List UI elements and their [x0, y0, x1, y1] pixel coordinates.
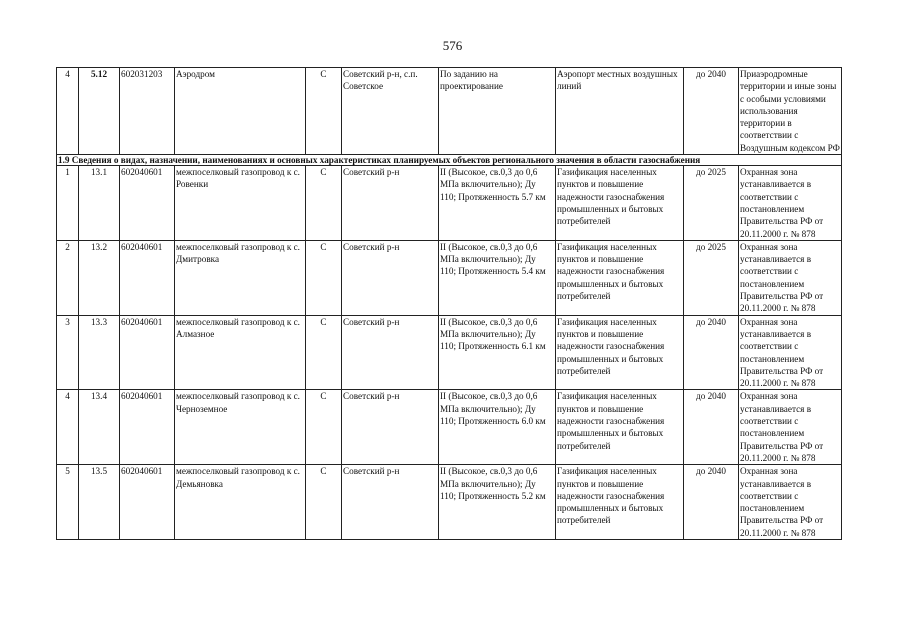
cell-type: С	[306, 465, 342, 540]
cell-type: С	[306, 390, 342, 465]
cell-name: межпоселковый газопровод к с. Алмазное	[175, 315, 306, 390]
cell-location: Советский р-н	[342, 166, 439, 241]
cell-code: 13.4	[79, 390, 120, 465]
cell-type: С	[306, 315, 342, 390]
cell-type: С	[306, 240, 342, 315]
cell-num: 4	[57, 68, 79, 155]
cell-location: Советский р-н	[342, 390, 439, 465]
objects-table-body	[57, 68, 842, 540]
cell-location: Советский р-н	[342, 315, 439, 390]
table-row	[57, 315, 842, 390]
cell-term: до 2040	[684, 390, 739, 465]
cell-id: 602040601	[120, 166, 175, 241]
cell-name: межпоселковый газопровод к с. Ровенки	[175, 166, 306, 241]
cell-purpose: Газификация населенных пунктов и повышение надежности газоснабжения промышленных и бытовых потребителей	[556, 315, 684, 390]
table-row	[57, 166, 842, 241]
cell-code: 13.5	[79, 465, 120, 540]
cell-term: до 2040	[684, 68, 739, 155]
cell-term: до 2040	[684, 315, 739, 390]
cell-term: до 2040	[684, 465, 739, 540]
cell-location: Советский р-н	[342, 240, 439, 315]
cell-purpose: Аэропорт местных воздушных линий	[556, 68, 684, 155]
cell-id: 602031203	[120, 68, 175, 155]
cell-characteristics: По заданию на проектирование	[439, 68, 556, 155]
cell-id: 602040601	[120, 240, 175, 315]
cell-zones: Приаэродромные территории и иные зоны с особыми условиями использования территории в соответствии с Воздушным кодексом РФ	[740, 69, 840, 153]
cell-zones: Охранная зона устанавливается в соответствии с постановлением Правительства РФ от 20.11.2000 г. № 878	[739, 465, 842, 540]
table-row	[57, 465, 842, 540]
section-title: 1.9 Сведения о видах, назначении, наименованиях и основных характеристиках планируемых объектов регионального значения в области газоснабжения	[57, 155, 842, 166]
cell-num: 3	[57, 315, 79, 390]
cell-zones: Охранная зона устанавливается в соответствии с постановлением Правительства РФ от 20.11.2000 г. № 878	[739, 166, 842, 241]
cell-purpose: Газификация населенных пунктов и повышение надежности газоснабжения промышленных и бытовых потребителей	[556, 240, 684, 315]
cell-zones: Охранная зона устанавливается в соответствии с постановлением Правительства РФ от 20.11.2000 г. № 878	[739, 315, 842, 390]
page-number: 576	[442, 38, 463, 53]
cell-num: 1	[57, 166, 79, 241]
cell-num: 5	[57, 465, 79, 540]
table-row	[57, 240, 842, 315]
table-row-airfield	[57, 68, 842, 155]
cell-characteristics: II (Высокое, св.0,3 до 0,6 МПа включительно); Ду 110; Протяженность 5.2 км	[439, 465, 556, 540]
cell-location: Советский р-н, с.п. Советское	[342, 68, 439, 155]
cell-code: 13.3	[79, 315, 120, 390]
cell-name: межпоселковый газопровод к с. Дмитровка	[175, 240, 306, 315]
cell-code: 13.1	[79, 166, 120, 241]
cell-zones: Охранная зона устанавливается в соответствии с постановлением Правительства РФ от 20.11.2000 г. № 878	[739, 240, 842, 315]
objects-table	[56, 67, 842, 540]
cell-characteristics: II (Высокое, св.0,3 до 0,6 МПа включительно); Ду 110; Протяженность 6.0 км	[439, 390, 556, 465]
cell-type: С	[306, 166, 342, 241]
cell-characteristics: II (Высокое, св.0,3 до 0,6 МПа включительно); Ду 110; Протяженность 5.7 км	[439, 166, 556, 241]
cell-purpose: Газификация населенных пунктов и повышение надежности газоснабжения промышленных и бытовых потребителей	[556, 390, 684, 465]
section-row	[57, 155, 842, 166]
cell-id: 602040601	[120, 390, 175, 465]
cell-zones: Охранная зона устанавливается в соответствии с постановлением Правительства РФ от 20.11.2000 г. № 878	[739, 390, 842, 465]
cell-code: 13.2	[79, 240, 120, 315]
cell-id: 602040601	[120, 465, 175, 540]
cell-purpose: Газификация населенных пунктов и повышение надежности газоснабжения промышленных и бытовых потребителей	[556, 465, 684, 540]
cell-name: межпоселковый газопровод к с. Демьяновка	[175, 465, 306, 540]
cell-id: 602040601	[120, 315, 175, 390]
cell-code: 5.12	[79, 68, 120, 155]
cell-num: 2	[57, 240, 79, 315]
cell-term: до 2025	[684, 240, 739, 315]
cell-characteristics: II (Высокое, св.0,3 до 0,6 МПа включительно); Ду 110; Протяженность 5.4 км	[439, 240, 556, 315]
cell-purpose: Газификация населенных пунктов и повышение надежности газоснабжения промышленных и бытовых потребителей	[556, 166, 684, 241]
cell-name: межпоселковый газопровод к с. Черноземное	[175, 390, 306, 465]
cell-name: Аэродром	[175, 68, 306, 155]
cell-num: 4	[57, 390, 79, 465]
cell-term: до 2025	[684, 166, 739, 241]
table-row	[57, 390, 842, 465]
cell-characteristics: II (Высокое, св.0,3 до 0,6 МПа включительно); Ду 110; Протяженность 6.1 км	[439, 315, 556, 390]
cell-location: Советский р-н	[342, 465, 439, 540]
cell-type: С	[306, 68, 342, 155]
